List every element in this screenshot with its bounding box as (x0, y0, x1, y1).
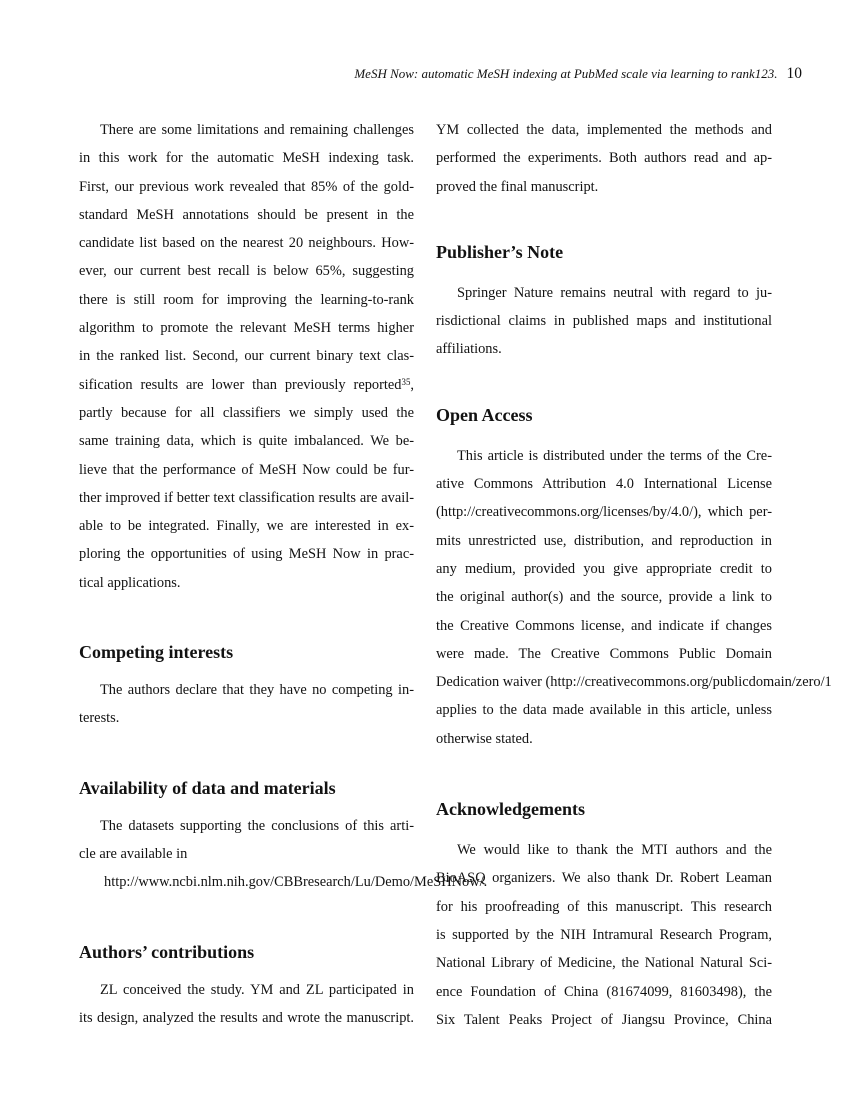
text-line: (http://creativecommons.org/licenses/by/4.0/), which per- (436, 504, 772, 521)
text-line: We would like to thank the MTI authors and the (457, 842, 772, 859)
text-line: The datasets supporting the conclusions of this arti- (100, 817, 414, 834)
text-line: ever, our current best recall is below 65%, suggesting (79, 263, 414, 280)
running-header (354, 65, 802, 83)
text-line: ative Commons Attribution 4.0 International License (436, 476, 772, 493)
text-line: ploring the opportunities of using MeSH Now in prac- (79, 546, 414, 563)
text-line: partly because for all classifiers we simply used the (79, 404, 414, 421)
text-line: its design, analyzed the results and wrote the manuscript. (79, 1009, 414, 1026)
text-line: mits unrestricted use, distribution, and reproduction in (436, 532, 772, 549)
running-title: MeSH Now: automatic MeSH indexing at PubMed scale via learning to rank123. (354, 66, 778, 81)
section-heading-authors-contributions: Authors’ contributions (79, 941, 255, 962)
text-line: There are some limitations and remaining challenges (100, 122, 414, 138)
paragraph-open-access (436, 442, 832, 753)
section-heading-publishers-note: Publisher’s Note (436, 241, 564, 262)
text-line: ZL conceived the study. YM and ZL participated in (100, 981, 414, 998)
text-line: there is still room for improving the learning-to-rank (79, 291, 414, 308)
text-line: candidate list based on the nearest 20 neighbours. How- (79, 235, 414, 252)
text-line: YM collected the data, implemented the methods and (436, 122, 772, 138)
section-heading-acknowledgements: Acknowledgements (436, 799, 585, 820)
text-line: any medium, provided you give appropriate credit to (436, 560, 772, 577)
text-line: in the ranked list. Second, our current binary text clas- (79, 348, 414, 365)
text-line: The authors declare that they have no competing in- (100, 682, 414, 699)
right-column (436, 116, 832, 1034)
text-line: cle are available in (79, 845, 188, 862)
text-line: in this work for the automatic MeSH indexing task. (79, 150, 414, 167)
text-line: for his proofreading of this manuscript. This research (436, 898, 772, 915)
text-line: affiliations. (436, 341, 502, 358)
text-line: applies to the data made available in this article, unless (436, 702, 772, 719)
text-line: sification results are lower than previously reported$^{35}$, (79, 376, 414, 393)
text-line: ther improved if better text classification results are avail- (79, 489, 414, 506)
paragraph-acknowledgements (436, 836, 772, 1034)
text-line: tical applications. (79, 574, 181, 591)
text-line: performed the experiments. Both authors read and ap- (436, 150, 772, 167)
section-heading-open-access: Open Access (436, 404, 533, 425)
text-line: is supported by the NIH Intramural Research Program, (436, 926, 772, 943)
text-line: same training data, which is quite imbalanced. We be- (79, 433, 414, 450)
text-line: were made. The Creative Commons Public Domain (436, 645, 772, 662)
paragraph-availability (79, 812, 488, 897)
text-line: Dedication waiver (http://creativecommons.org/publicdomain/zero/1 (436, 674, 832, 691)
text-line: Springer Nature remains neutral with regard to ju- (457, 284, 772, 301)
text-line: standard MeSH annotations should be present in the (79, 206, 414, 223)
text-line: terests. (79, 710, 120, 727)
text-line: otherwise stated. (436, 730, 533, 747)
paragraph-competing-interests (79, 676, 414, 733)
page-number: 10 (786, 65, 802, 82)
text-line: lieve that the performance of MeSH Now could be fur- (79, 461, 414, 478)
paragraph-authors-contributions-continued (436, 116, 772, 201)
text-line: ence Foundation of China (81674099, 81603498), the (436, 983, 772, 1000)
text-line: Six Talent Peaks Project of Jiangsu Province, China (436, 1011, 772, 1028)
text-line: the Creative Commons license, and indicate if changes (436, 617, 772, 634)
text-line: risdictional claims in published maps and institutional (436, 313, 772, 330)
text-line: http://www.ncbi.nlm.nih.gov/CBBresearch/Lu/Demo/MeSHNow/. (104, 874, 488, 891)
text-line: algorithm to promote the relevant MeSH terms higher (79, 320, 414, 337)
text-line: National Library of Medicine, the National Natural Sci- (436, 955, 772, 972)
text-line: the original author(s) and the source, provide a link to (436, 589, 772, 606)
section-heading-availability: Availability of data and materials (79, 777, 336, 798)
text-line: First, our previous work revealed that 85% of the gold- (79, 178, 414, 195)
text-line: BioASQ organizers. We also thank Dr. Robert Leaman (436, 870, 772, 887)
paragraph-authors-contributions (79, 976, 414, 1033)
text-line: proved the final manuscript. (436, 178, 599, 195)
text-line: This article is distributed under the terms of the Cre- (457, 447, 772, 464)
paragraph-publishers-note (436, 279, 772, 364)
paragraph-limitations (79, 116, 414, 597)
section-heading-competing-interests: Competing interests (79, 642, 234, 663)
text-line: able to be integrated. Finally, we are interested in ex- (79, 518, 414, 535)
